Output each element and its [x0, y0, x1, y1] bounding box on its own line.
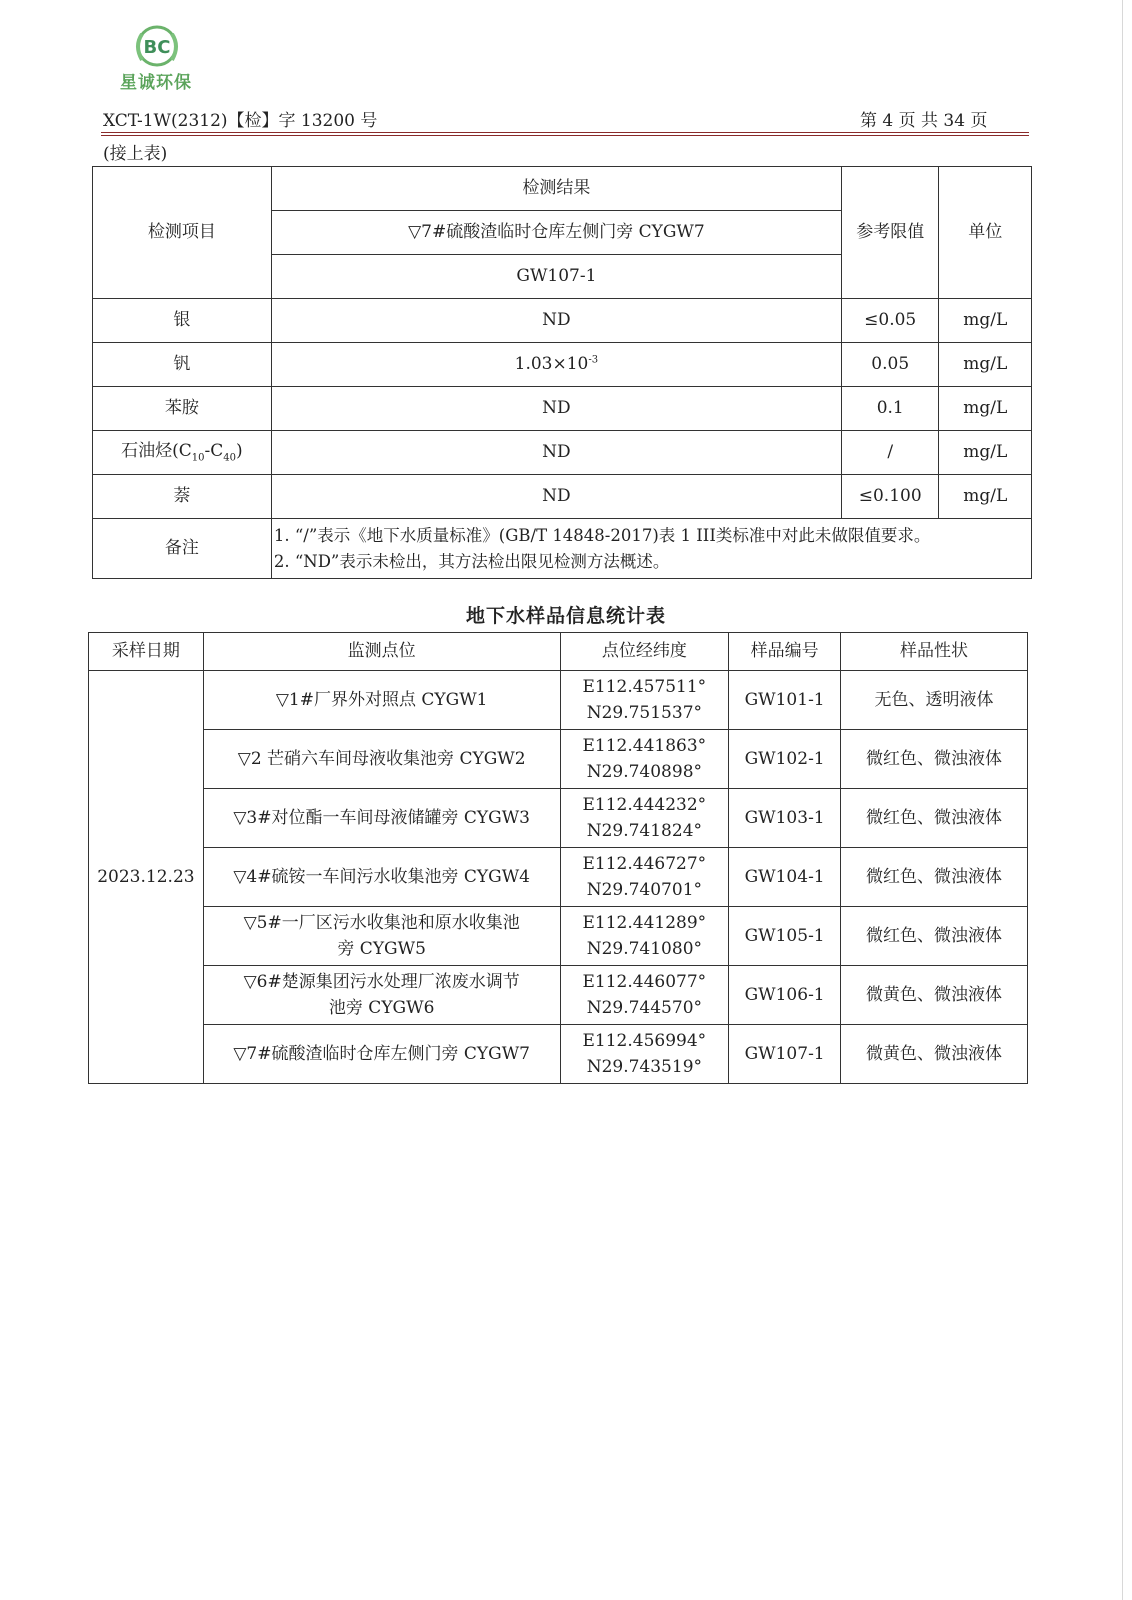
item-cell: 钒: [93, 343, 272, 387]
coords-cell: [560, 966, 729, 1025]
unit-cell: mg/L: [939, 343, 1032, 387]
result-sample-id: GW107-1: [271, 255, 841, 299]
latitude: N29.744570°: [586, 998, 703, 1018]
result-cell: ND: [271, 299, 841, 343]
coords-cell: [560, 671, 729, 730]
table-row: [93, 475, 1032, 519]
col-header-appearance: 样品性状: [840, 633, 1027, 671]
latitude: N29.740898°: [586, 762, 703, 782]
longitude: E112.444232°: [582, 794, 707, 815]
coords-cell: [560, 848, 729, 907]
remarks-cell: [271, 519, 1031, 579]
unit-cell: mg/L: [939, 387, 1032, 431]
result-location: ▽7#硫酸渣临时仓库左侧门旁 CYGW7: [271, 211, 841, 255]
limit-cell: 0.1: [841, 387, 939, 431]
item-part: ): [236, 441, 243, 462]
coords-cell: [560, 907, 729, 966]
appearance-cell: 微红色、微浊液体: [840, 789, 1027, 848]
location-cell: ▽3#对位酯一车间母液储罐旁 CYGW3: [203, 789, 560, 848]
location-cell: [203, 966, 560, 1025]
item-subscript: 10: [191, 452, 205, 464]
svg-text:BC: BC: [143, 37, 171, 58]
limit-cell: 0.05: [841, 343, 939, 387]
header-rule: [101, 135, 1029, 136]
table-row: [89, 789, 1028, 848]
page-number: 第 4 页 共 34 页: [860, 111, 988, 131]
location-line: ▽6#楚源集团污水处理厂浓废水调节: [243, 971, 520, 992]
latitude: N29.751537°: [586, 703, 703, 723]
sample-id-cell: GW103-1: [729, 789, 841, 848]
location-line: ▽5#一厂区污水收集池和原水收集池: [243, 912, 520, 933]
sample-id-cell: GW104-1: [729, 848, 841, 907]
longitude: E112.446077°: [582, 971, 707, 992]
sample-info-table: [88, 632, 1028, 1084]
result-exponent: -3: [588, 354, 599, 366]
sampling-date: 2023.12.23: [89, 671, 204, 1084]
latitude: N29.741080°: [586, 939, 703, 959]
remark-line: 2. “ND”表示未检出，其方法检出限见检测方法概述。: [273, 551, 670, 571]
limit-cell: ≤0.05: [841, 299, 939, 343]
table-row: [93, 299, 1032, 343]
appearance-cell: 微红色、微浊液体: [840, 848, 1027, 907]
coords-cell: [560, 730, 729, 789]
item-subscript: 40: [223, 452, 237, 464]
continued-note: (接上表): [103, 144, 168, 164]
col-header-unit: 单位: [939, 167, 1032, 299]
table-row: [93, 431, 1032, 475]
latitude: N29.743519°: [586, 1057, 703, 1077]
unit-cell: mg/L: [939, 431, 1032, 475]
item-part: 石油烃(C: [121, 441, 192, 462]
col-header-item: 检测项目: [93, 167, 272, 299]
col-header-date: 采样日期: [89, 633, 204, 671]
result-base: 1.03×10: [514, 353, 589, 374]
location-line: 池旁 CYGW6: [328, 998, 435, 1018]
longitude: E112.457511°: [582, 676, 707, 697]
longitude: E112.446727°: [582, 853, 707, 874]
longitude: E112.441289°: [582, 912, 707, 933]
table-row: [89, 966, 1028, 1025]
info-table-title: 地下水样品信息统计表: [465, 605, 666, 627]
item-cell: [93, 431, 272, 475]
col-header-limit: 参考限值: [841, 167, 939, 299]
table-row: [89, 907, 1028, 966]
result-cell: [271, 343, 841, 387]
limit-cell: ≤0.100: [841, 475, 939, 519]
location-cell: [203, 907, 560, 966]
table-row: [89, 730, 1028, 789]
unit-cell: mg/L: [939, 299, 1032, 343]
location-cell: ▽1#厂界外对照点 CYGW1: [203, 671, 560, 730]
table-row: [93, 387, 1032, 431]
latitude: N29.741824°: [586, 821, 703, 841]
table-row: [89, 1025, 1028, 1084]
remark-line: 1. “/”表示《地下水质量标准》(GB/T 14848-2017)表 1 III类标准中对此未做限值要求。: [273, 525, 931, 545]
item-cell: 苯胺: [93, 387, 272, 431]
col-header-sample-id: 样品编号: [729, 633, 841, 671]
result-cell: ND: [271, 387, 841, 431]
results-table: [92, 166, 1032, 579]
sample-id-cell: GW101-1: [729, 671, 841, 730]
longitude: E112.456994°: [582, 1030, 707, 1051]
unit-cell: mg/L: [939, 475, 1032, 519]
appearance-cell: 无色、透明液体: [840, 671, 1027, 730]
item-cell: 萘: [93, 475, 272, 519]
remarks-row: [93, 519, 1032, 579]
col-header-result: 检测结果: [271, 167, 841, 211]
sample-id-cell: GW106-1: [729, 966, 841, 1025]
result-cell: ND: [271, 475, 841, 519]
location-cell: ▽2 芒硝六车间母液收集池旁 CYGW2: [203, 730, 560, 789]
longitude: E112.441863°: [582, 735, 707, 756]
item-part: -C: [204, 441, 224, 462]
result-cell: ND: [271, 431, 841, 475]
table-row: [93, 343, 1032, 387]
limit-cell: /: [841, 431, 939, 475]
coords-cell: [560, 789, 729, 848]
appearance-cell: 微红色、微浊液体: [840, 730, 1027, 789]
doc-number: XCT-1W(2312)【检】字 13200 号: [103, 111, 378, 131]
item-cell: 银: [93, 299, 272, 343]
remarks-label: 备注: [93, 519, 272, 579]
table-row: [89, 848, 1028, 907]
sample-id-cell: GW105-1: [729, 907, 841, 966]
location-line: 旁 CYGW5: [337, 939, 426, 959]
col-header-coords: 点位经纬度: [560, 633, 729, 671]
coords-cell: [560, 1025, 729, 1084]
logo-text: 星诚环保: [120, 73, 192, 93]
appearance-cell: 微黄色、微浊液体: [840, 966, 1027, 1025]
col-header-location: 监测点位: [203, 633, 560, 671]
location-cell: ▽7#硫酸渣临时仓库左侧门旁 CYGW7: [203, 1025, 560, 1084]
sample-id-cell: GW102-1: [729, 730, 841, 789]
appearance-cell: 微红色、微浊液体: [840, 907, 1027, 966]
location-cell: ▽4#硫铵一车间污水收集池旁 CYGW4: [203, 848, 560, 907]
table-row: [89, 671, 1028, 730]
page-edge-line: [1122, 0, 1123, 1600]
latitude: N29.740701°: [586, 880, 703, 900]
appearance-cell: 微黄色、微浊液体: [840, 1025, 1027, 1084]
sample-id-cell: GW107-1: [729, 1025, 841, 1084]
header-rule: [101, 132, 1029, 133]
